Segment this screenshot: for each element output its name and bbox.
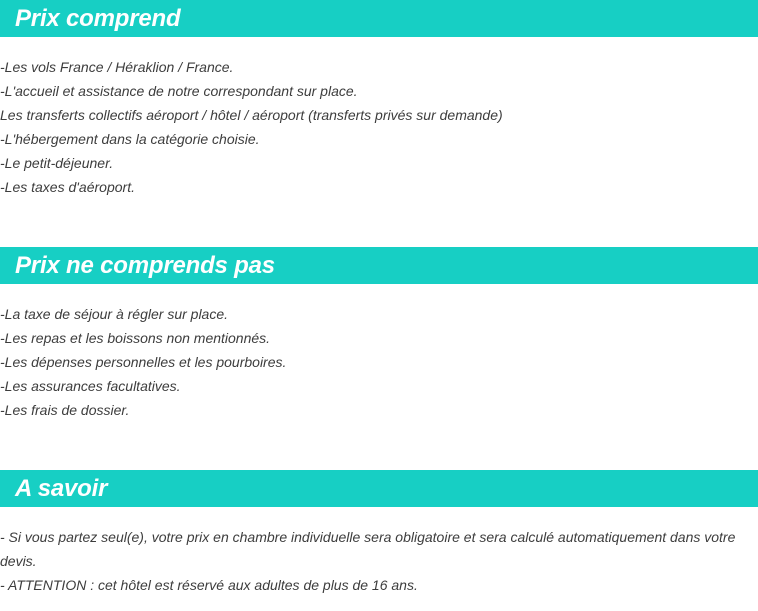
good-to-know-header xyxy=(0,470,758,507)
included-title: Prix comprend xyxy=(15,5,181,32)
good-to-know-title: A savoir xyxy=(15,475,108,502)
included-list xyxy=(0,37,758,199)
included-item: -Les vols France / Héraklion / France. xyxy=(0,59,234,75)
included-header xyxy=(0,0,758,37)
included-item: Les transferts collectifs aéroport / hôtel / aéroport (transferts privés sur demande) xyxy=(0,107,503,123)
included-item: -Le petit-déjeuner. xyxy=(0,155,114,171)
included-item: -L'accueil et assistance de notre correspondant sur place. xyxy=(0,83,358,99)
not-included-title: Prix ne comprends pas xyxy=(15,252,275,279)
good-to-know-item: - ATTENTION : cet hôtel est réservé aux adultes de plus de 16 ans. xyxy=(0,577,418,593)
included-item: -Les taxes d'aéroport. xyxy=(0,179,135,195)
included-item: -L'hébergement dans la catégorie choisie. xyxy=(0,131,260,147)
not-included-item: -Les frais de dossier. xyxy=(0,402,130,418)
included-section xyxy=(0,0,758,199)
good-to-know-section xyxy=(0,470,758,597)
good-to-know-list xyxy=(0,507,758,597)
not-included-item: -Les repas et les boissons non mentionnés. xyxy=(0,330,271,346)
not-included-section xyxy=(0,247,758,422)
not-included-list xyxy=(0,284,758,422)
good-to-know-item: - Si vous partez seul(e), votre prix en chambre individuelle sera obligatoire et sera calculé automatiquement dans votre devis. xyxy=(0,529,736,569)
not-included-item: -Les dépenses personnelles et les pourboires. xyxy=(0,354,287,370)
not-included-item: -Les assurances facultatives. xyxy=(0,378,181,394)
not-included-item: -La taxe de séjour à régler sur place. xyxy=(0,306,229,322)
not-included-header xyxy=(0,247,758,284)
